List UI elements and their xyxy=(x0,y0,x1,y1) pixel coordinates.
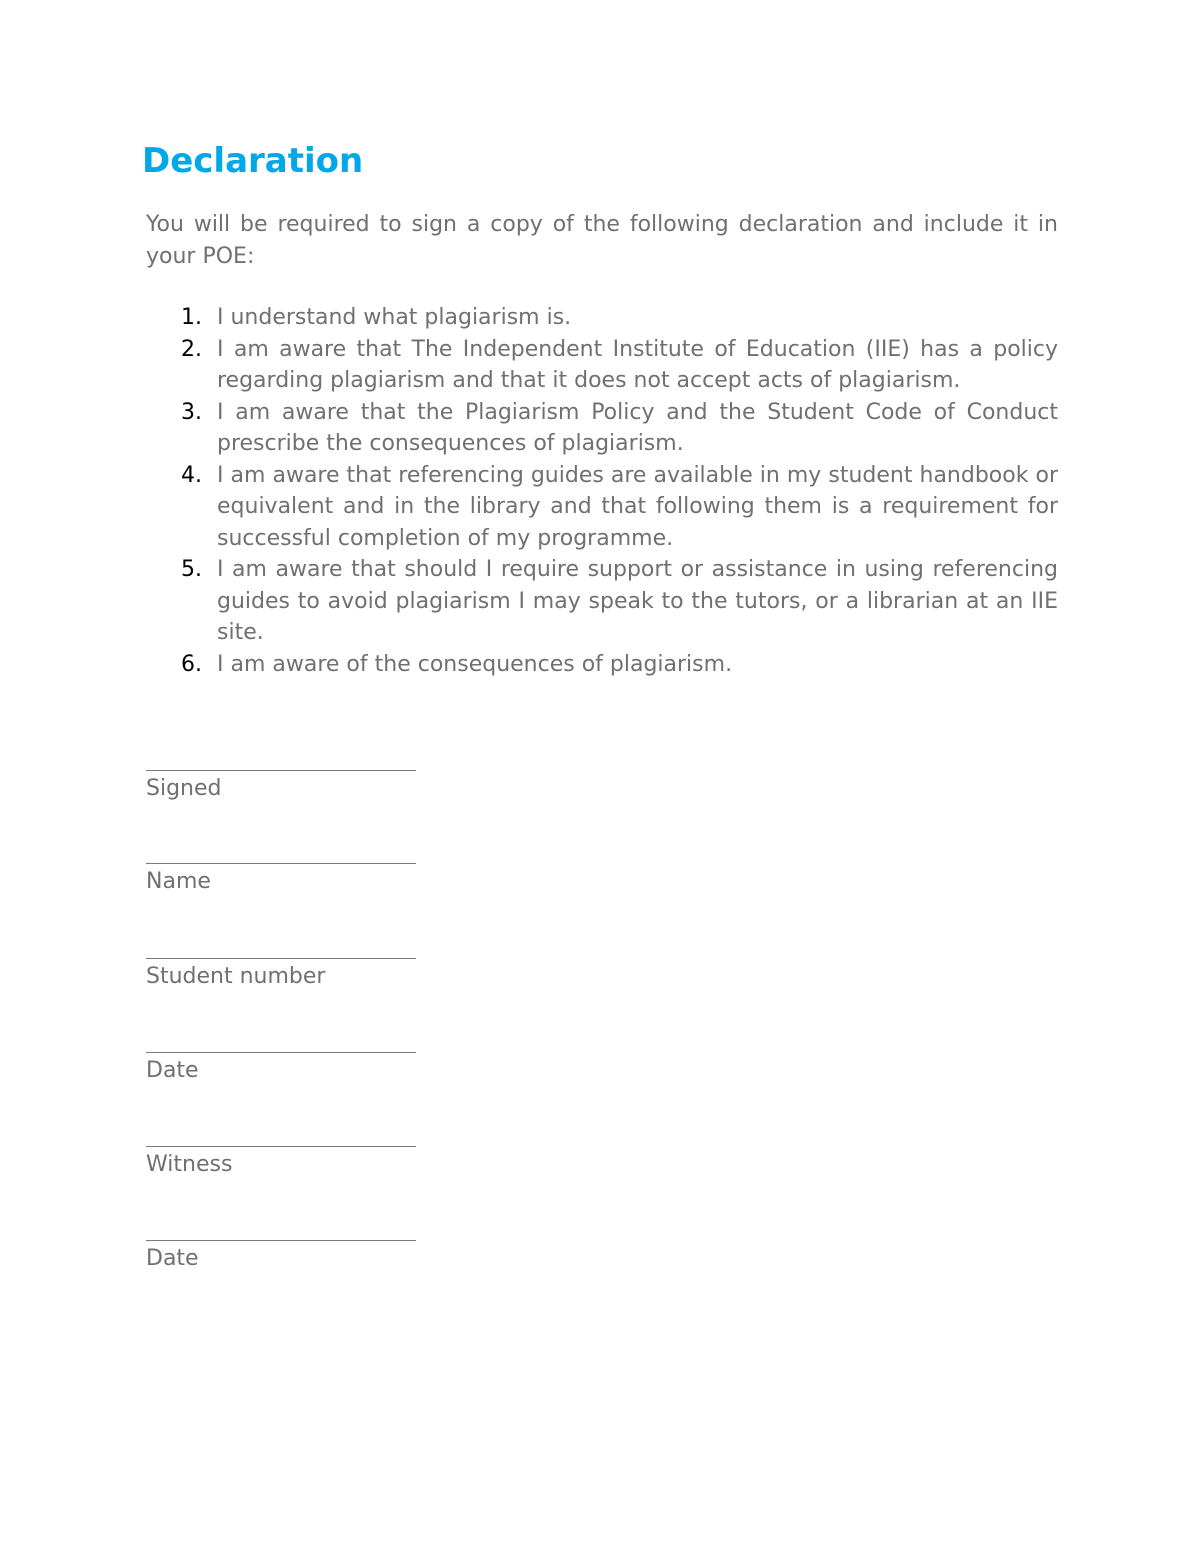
witness-label: Witness xyxy=(146,1152,233,1177)
list-item xyxy=(146,397,1058,460)
list-item-number: 3. xyxy=(181,399,202,425)
list-item xyxy=(146,460,1058,555)
list-item-text: I understand what plagiarism is. xyxy=(217,305,572,330)
name-label: Name xyxy=(146,869,211,894)
list-item xyxy=(146,649,1058,681)
witness-line[interactable] xyxy=(146,1146,416,1147)
list-item-number: 2. xyxy=(181,336,202,362)
list-item xyxy=(146,334,1058,397)
list-item xyxy=(146,554,1058,649)
list-item xyxy=(146,302,1058,334)
witness-date-line[interactable] xyxy=(146,1240,416,1241)
page-title: Declaration xyxy=(142,141,364,181)
list-item-text: I am aware that The Independent Institute of Education (IIE) has a policy regarding plagiarism and that it does not accept acts of plagiarism. xyxy=(217,336,1058,393)
witness-field xyxy=(146,1146,416,1180)
witness-date-label: Date xyxy=(146,1246,199,1271)
signed-label: Signed xyxy=(146,776,222,801)
witness-date-field xyxy=(146,1240,416,1274)
list-item-text: I am aware that the Plagiarism Policy and the Student Code of Conduct prescribe the consequences of plagiarism. xyxy=(217,399,1058,456)
intro-paragraph: You will be required to sign a copy of the following declaration and include it in your POE: xyxy=(146,212,1058,269)
list-item-number: 6. xyxy=(181,651,202,677)
name-field xyxy=(146,863,416,897)
signed-field xyxy=(146,770,416,804)
list-item-text: I am aware that should I require support or assistance in using referencing guides to avoid plagiarism I may speak to the tutors, or a librarian at an IIE site. xyxy=(217,557,1058,645)
declaration-list xyxy=(146,302,1058,680)
student-number-line[interactable] xyxy=(146,958,416,959)
date-label: Date xyxy=(146,1058,199,1083)
list-item-number: 1. xyxy=(181,305,202,330)
list-item-number: 5. xyxy=(181,557,202,582)
list-item-text: I am aware that referencing guides are available in my student handbook or equivalent and in the library and that following them is a requirement for successful completion of my programme. xyxy=(217,462,1058,551)
date-line[interactable] xyxy=(146,1052,416,1053)
student-number-label: Student number xyxy=(146,964,326,989)
student-number-field xyxy=(146,958,416,992)
date-field xyxy=(146,1052,416,1086)
name-line[interactable] xyxy=(146,863,416,864)
list-item-number: 4. xyxy=(181,462,202,488)
signature-line[interactable] xyxy=(146,770,416,771)
list-item-text: I am aware of the consequences of plagiarism. xyxy=(217,651,733,677)
